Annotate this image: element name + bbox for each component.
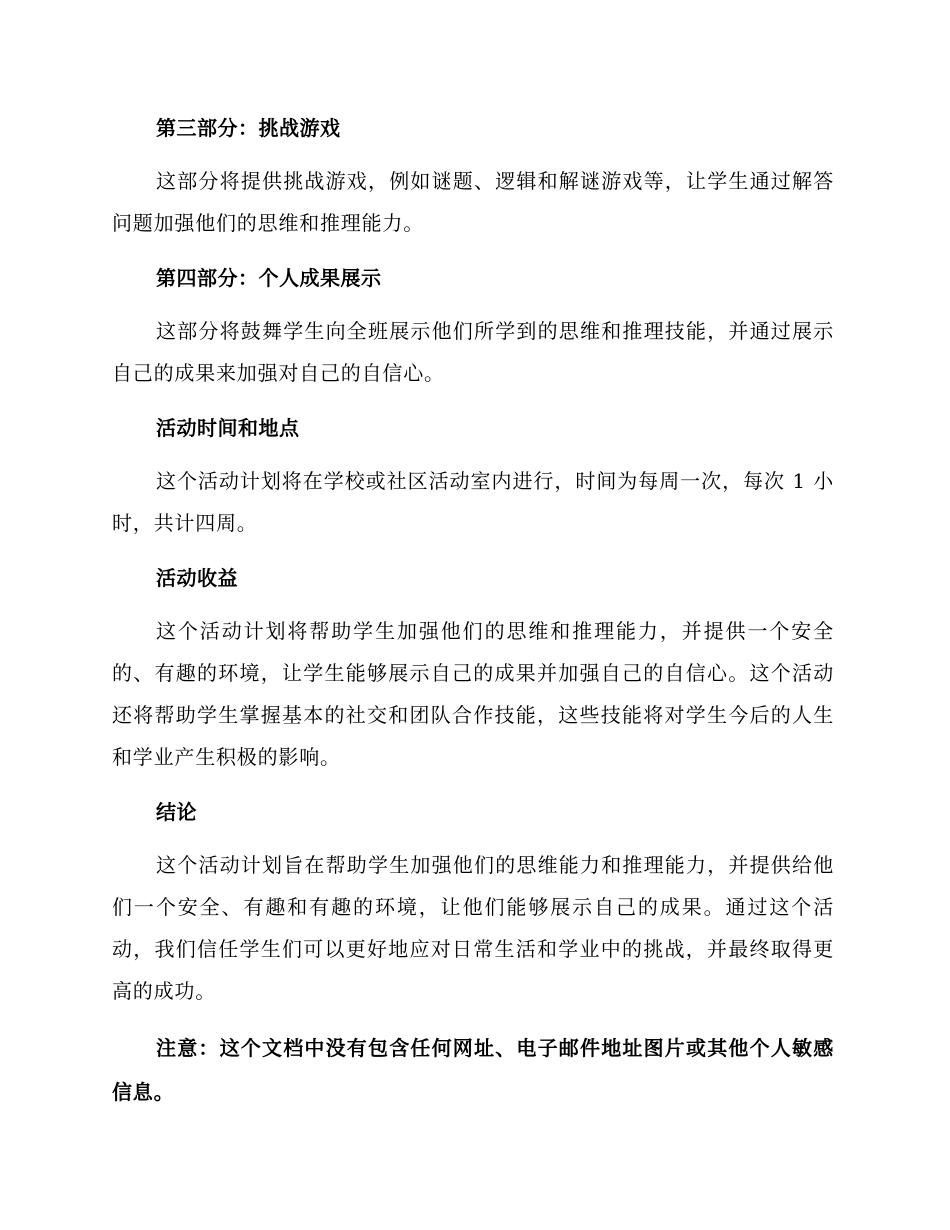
section-heading-time-and-place: 活动时间和地点 <box>156 416 300 440</box>
section-paragraph-conclusion: 这个活动计划旨在帮助学生加强他们的思维能力和推理能力，并提供给他们一个安全、有趣和有趣的环境，让他们能够展示自己的成果。通过这个活动，我们信任学生们可以更好地应对日常生活和学业中的挑战，并最终取得更高的成功。 <box>112 853 834 1003</box>
section-paragraph-challenge-games: 这部分将提供挑战游戏，例如谜题、逻辑和解谜游戏等，让学生通过解答问题加强他们的思维和推理能力。 <box>112 169 834 235</box>
section-heading-challenge-games: 第三部分：挑战游戏 <box>156 116 341 140</box>
section-paragraph-personal-showcase: 这部分将鼓舞学生向全班展示他们所学到的思维和推理技能，并通过展示自己的成果来加强对自己的自信心。 <box>112 319 834 385</box>
privacy-note: 注意：这个文档中没有包含任何网址、电子邮件地址图片或其他个人敏感信息。 <box>112 1036 834 1104</box>
section-paragraph-time-and-place: 这个活动计划将在学校或社区活动室内进行，时间为每周一次，每次 1 小时，共计四周。 <box>112 469 834 535</box>
section-paragraph-benefits: 这个活动计划将帮助学生加强他们的思维和推理能力，并提供一个安全的、有趣的环境，让学生能够展示自己的成果并加强自己的自信心。这个活动还将帮助学生掌握基本的社交和团队合作技能，这些技能将对学生今后的人生和学业产生积极的影响。 <box>112 619 834 769</box>
section-heading-benefits: 活动收益 <box>156 566 238 590</box>
section-heading-personal-showcase: 第四部分：个人成果展示 <box>156 266 382 290</box>
section-heading-conclusion: 结论 <box>156 800 197 824</box>
document-body <box>112 108 834 1114</box>
